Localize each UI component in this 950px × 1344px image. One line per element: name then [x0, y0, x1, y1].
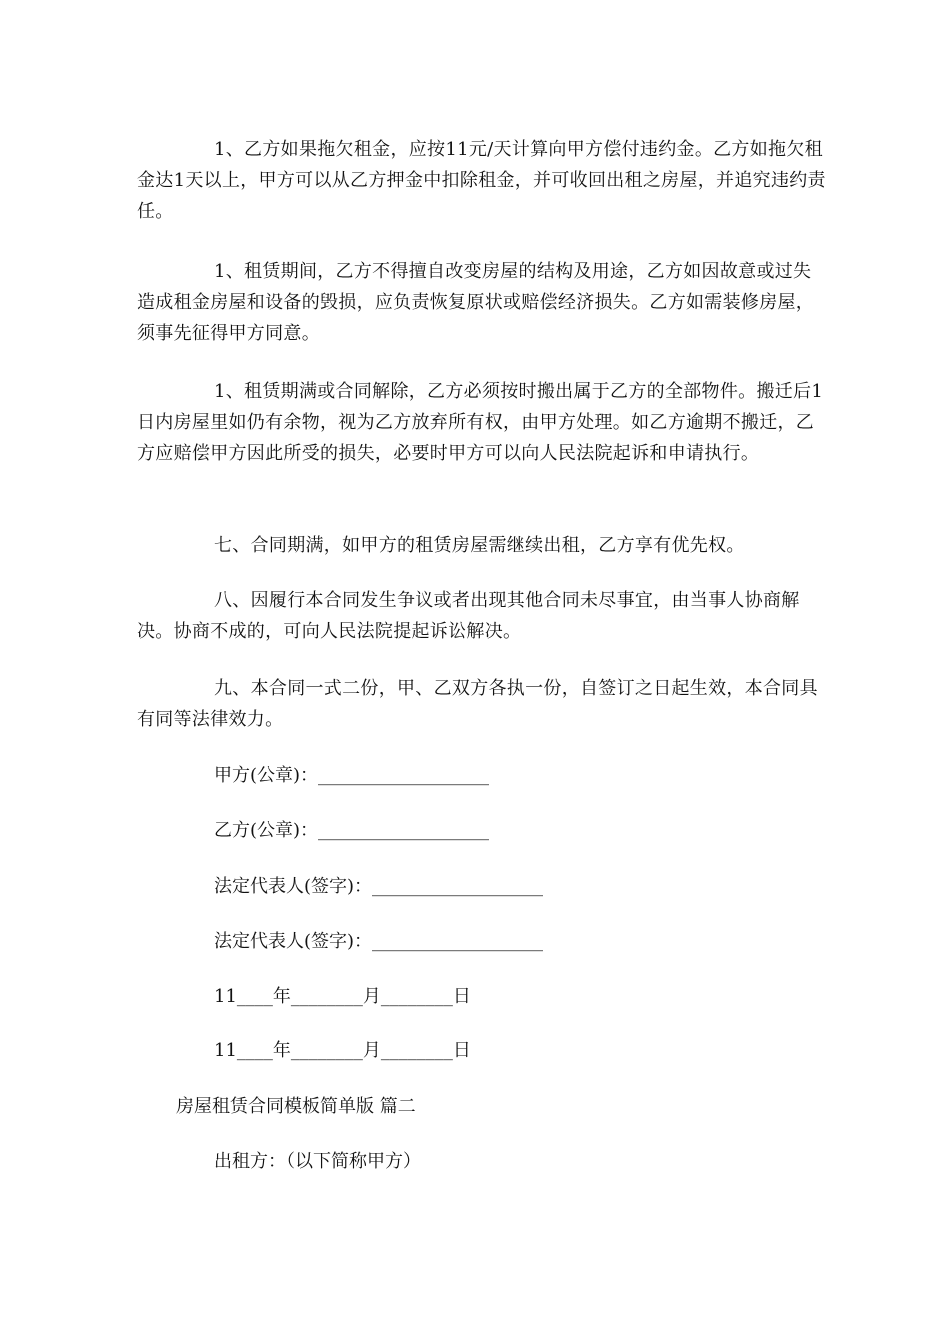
- clause-seven-priority: 七、合同期满，如甲方的租赁房屋需继续出租，乙方享有优先权。: [214, 535, 745, 556]
- clause-move-out: 1、租赁期满或合同解除，乙方必须按时搬出属于乙方的全部物件。搬迁后1日内房屋里如仍有余物，视为乙方放弃所有权，由甲方处理。如乙方逾期不搬迁，乙方应赔偿甲方因此所受的损失，必要时甲方可以向人民法院起诉和申请执行。: [137, 381, 824, 464]
- section-title: 房屋租赁合同模板简单版 篇二: [176, 1096, 416, 1117]
- legal-rep-signature-line-2: 法定代表人(签字)：___________________: [214, 931, 544, 952]
- party-a-seal-line: 甲方(公章)：___________________: [214, 765, 490, 786]
- date-line-2: 11____年________月________日: [214, 1040, 471, 1061]
- clause-nine-copies: 九、本合同一式二份，甲、乙双方各执一份，自签订之日起生效，本合同具有同等法律效力。: [137, 678, 818, 730]
- lessor-line: 出租方：（以下简称甲方）: [214, 1151, 421, 1172]
- clause-eight-dispute: 八、因履行本合同发生争议或者出现其他合同未尽事宜，由当事人协商解决。协商不成的，可向人民法院提起诉讼解决。: [137, 590, 800, 642]
- date-line-1: 11____年________月________日: [214, 986, 471, 1007]
- legal-rep-signature-line-1: 法定代表人(签字)：___________________: [214, 876, 544, 897]
- clause-late-rent: 1、乙方如果拖欠租金，应按11元/天计算向甲方偿付违约金。乙方如拖欠租金达1天以上，甲方可以从乙方押金中扣除租金，并可收回出租之房屋，并追究违约责任。: [137, 139, 826, 222]
- party-b-seal-line: 乙方(公章)：___________________: [214, 820, 490, 841]
- clause-alteration: 1、租赁期间，乙方不得擅自改变房屋的结构及用途，乙方如因故意或过失造成租金房屋和设备的毁损，应负责恢复原状或赔偿经济损失。乙方如需装修房屋，须事先征得甲方同意。: [137, 261, 815, 344]
